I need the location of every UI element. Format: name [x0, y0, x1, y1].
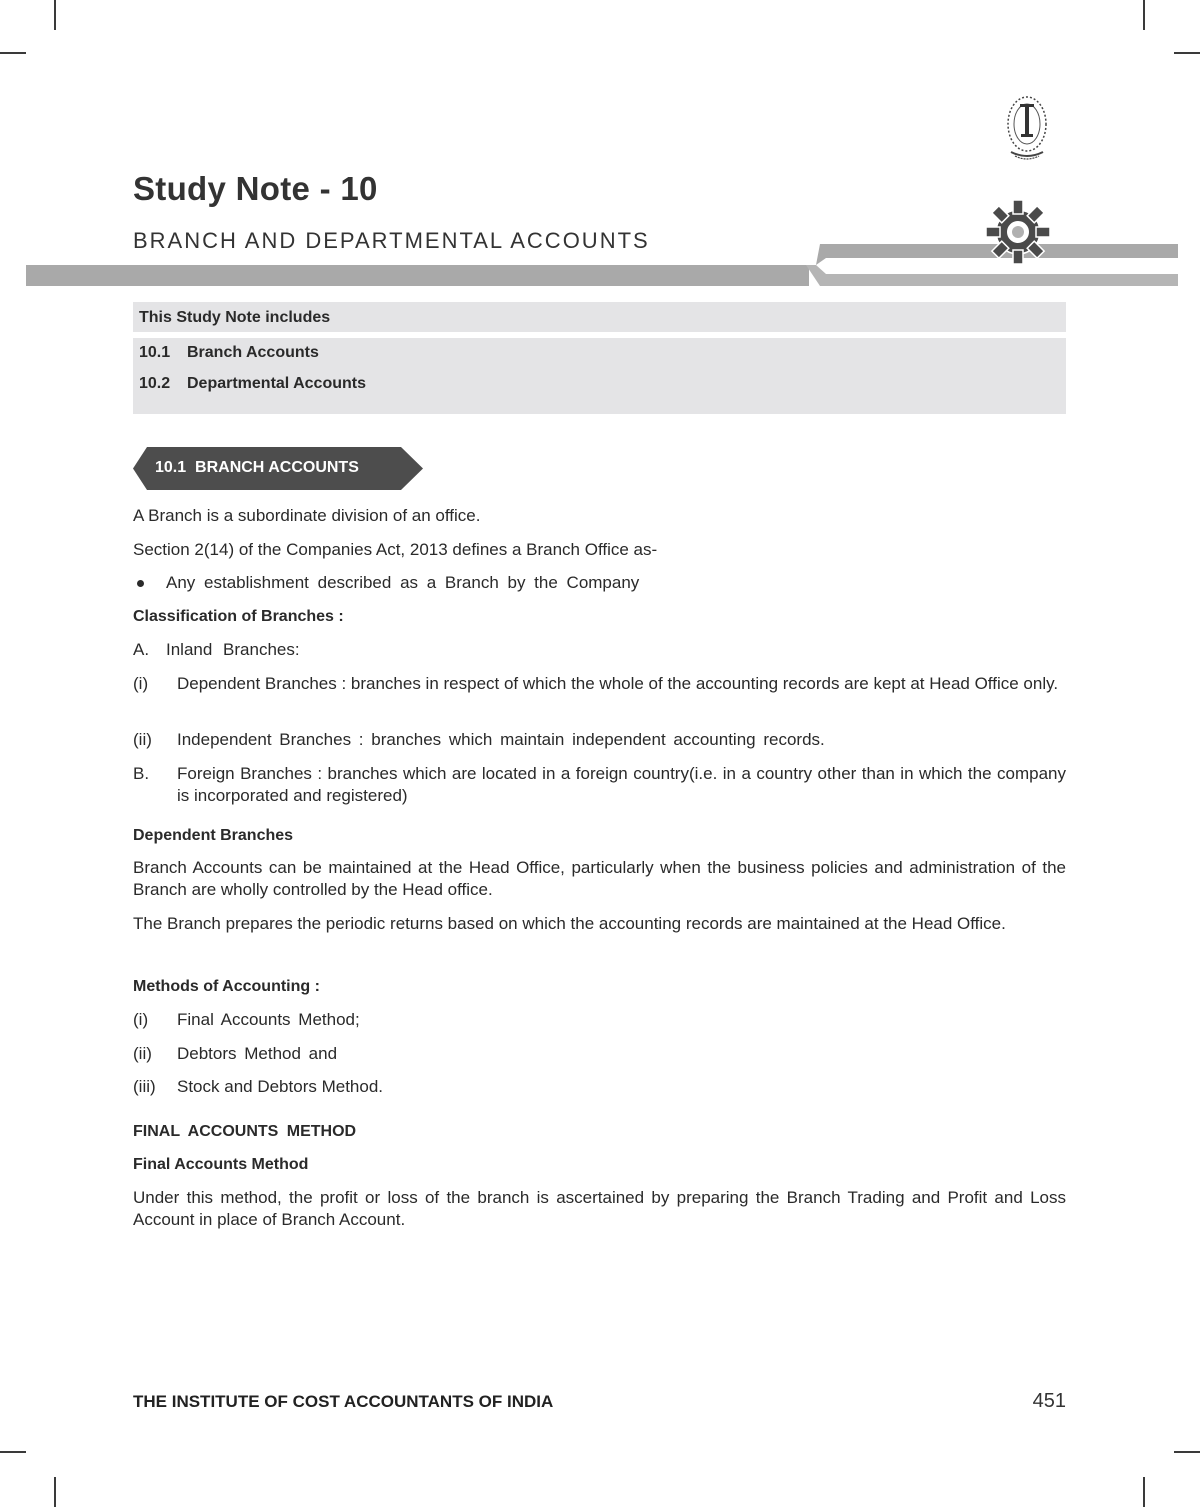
method-item: Debtors Method and — [177, 1044, 338, 1063]
includes-heading: This Study Note includes — [133, 302, 1066, 332]
foreign-branches-item: Foreign Branches : branches which are located in a foreign country(i.e. in a country other than in which the company is incorporated and registered) — [177, 764, 1066, 805]
inland-branches: Inland Branches: — [166, 640, 300, 659]
list-marker: (i) — [133, 1010, 149, 1029]
gear-icon — [984, 198, 1052, 266]
returns-paragraph: The Branch prepares the periodic returns based on which the accounting records are maintained at the Head Office. — [133, 914, 1006, 933]
footer-institute-name: THE INSTITUTE OF COST ACCOUNTANTS OF INDIA — [133, 1392, 554, 1411]
includes-item-number: 10.1 — [139, 344, 171, 361]
list-marker: (iii) — [133, 1077, 156, 1096]
study-note-title: Study Note - 10 — [133, 170, 378, 207]
dependent-branches-item: Dependent Branches : branches in respect of which the whole of the accounting records are kept at Head Office only. — [177, 674, 1059, 693]
crop-mark — [1174, 1451, 1200, 1453]
includes-item[interactable] — [139, 344, 319, 362]
crop-mark — [1143, 1477, 1145, 1507]
list-marker: (i) — [133, 674, 149, 693]
section-heading: 10.1 BRANCH ACCOUNTS — [155, 459, 359, 476]
list-marker: (ii) — [133, 730, 152, 749]
independent-branches-item: Independent Branches : branches which maintain independent accounting records. — [177, 730, 825, 749]
includes-item-label: Departmental Accounts — [187, 375, 366, 392]
method-item: Stock and Debtors Method. — [177, 1077, 384, 1096]
crop-mark — [1174, 52, 1200, 54]
includes-item-number: 10.2 — [139, 375, 171, 392]
methods-heading: Methods of Accounting : — [133, 978, 320, 995]
includes-item-label: Branch Accounts — [187, 344, 319, 361]
crop-mark — [0, 1451, 26, 1453]
list-marker: B. — [133, 764, 150, 783]
dependent-heading: Dependent Branches — [133, 827, 294, 844]
chapter-title: BRANCH AND DEPARTMENTAL ACCOUNTS — [133, 228, 650, 253]
includes-list — [133, 338, 1066, 414]
final-accounts-caps-heading: FINAL ACCOUNTS METHOD — [133, 1123, 357, 1140]
bullet-icon — [137, 580, 144, 587]
page-number: 451 — [1032, 1390, 1066, 1412]
method-item: Final Accounts Method; — [177, 1010, 360, 1029]
final-accounts-paragraph: Under this method, the profit or loss of the branch is ascertained by preparing the Branch Trading and Profit and Loss Account in place of Branch Account. — [133, 1188, 1066, 1229]
header-band — [26, 265, 809, 286]
includes-item[interactable] — [139, 375, 366, 393]
intro-paragraph: A Branch is a subordinate division of an office. — [133, 506, 481, 525]
crop-mark — [1143, 0, 1145, 30]
list-marker: A. — [133, 640, 150, 659]
final-accounts-heading: Final Accounts Method — [133, 1156, 309, 1173]
institute-emblem-icon — [1003, 90, 1051, 162]
list-marker: (ii) — [133, 1044, 152, 1063]
dependent-paragraph: Branch Accounts can be maintained at the Head Office, particularly when the business policies and administration of the Branch are wholly controlled by the Head office. — [133, 858, 1066, 899]
crop-mark — [0, 52, 26, 54]
classification-heading: Classification of Branches : — [133, 608, 344, 625]
bullet-text: Any establishment described as a Branch by the Company — [166, 573, 640, 592]
section-definition: Section 2(14) of the Companies Act, 2013 defines a Branch Office as- — [133, 540, 658, 559]
crop-mark — [54, 1477, 56, 1507]
crop-mark — [54, 0, 56, 30]
